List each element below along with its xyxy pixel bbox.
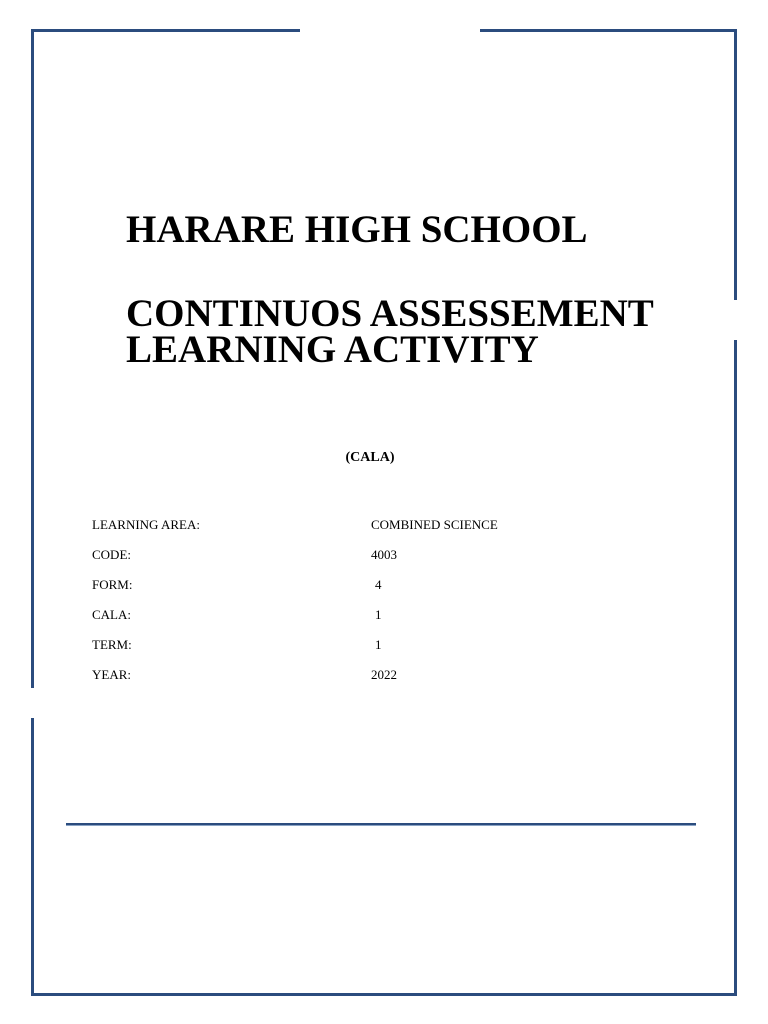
detail-label: TERM: — [92, 637, 132, 652]
border-gap — [28, 688, 38, 718]
detail-label: LEARNING AREA: — [92, 517, 200, 532]
detail-value: 1 — [375, 637, 382, 652]
border-gap — [728, 300, 738, 340]
document-title-line-1: CONTINUOS ASSESSEMENT — [126, 292, 654, 335]
document-title-line-2: LEARNING ACTIVITY — [126, 328, 539, 371]
detail-label: FORM: — [92, 577, 133, 592]
school-name: HARARE HIGH SCHOOL — [126, 208, 588, 251]
document-abbreviation: (CALA) — [345, 450, 395, 465]
horizontal-rule — [66, 823, 696, 826]
detail-value: 1 — [375, 607, 382, 622]
detail-value: COMBINED SCIENCE — [371, 517, 498, 532]
detail-label: CODE: — [92, 547, 131, 562]
detail-value: 4 — [375, 577, 382, 592]
detail-label: YEAR: — [92, 667, 131, 682]
page-border — [31, 29, 737, 996]
document-title — [126, 292, 654, 371]
border-gap — [300, 26, 480, 34]
detail-value: 4003 — [371, 547, 397, 562]
detail-label: CALA: — [92, 607, 131, 622]
detail-value: 2022 — [371, 667, 397, 682]
